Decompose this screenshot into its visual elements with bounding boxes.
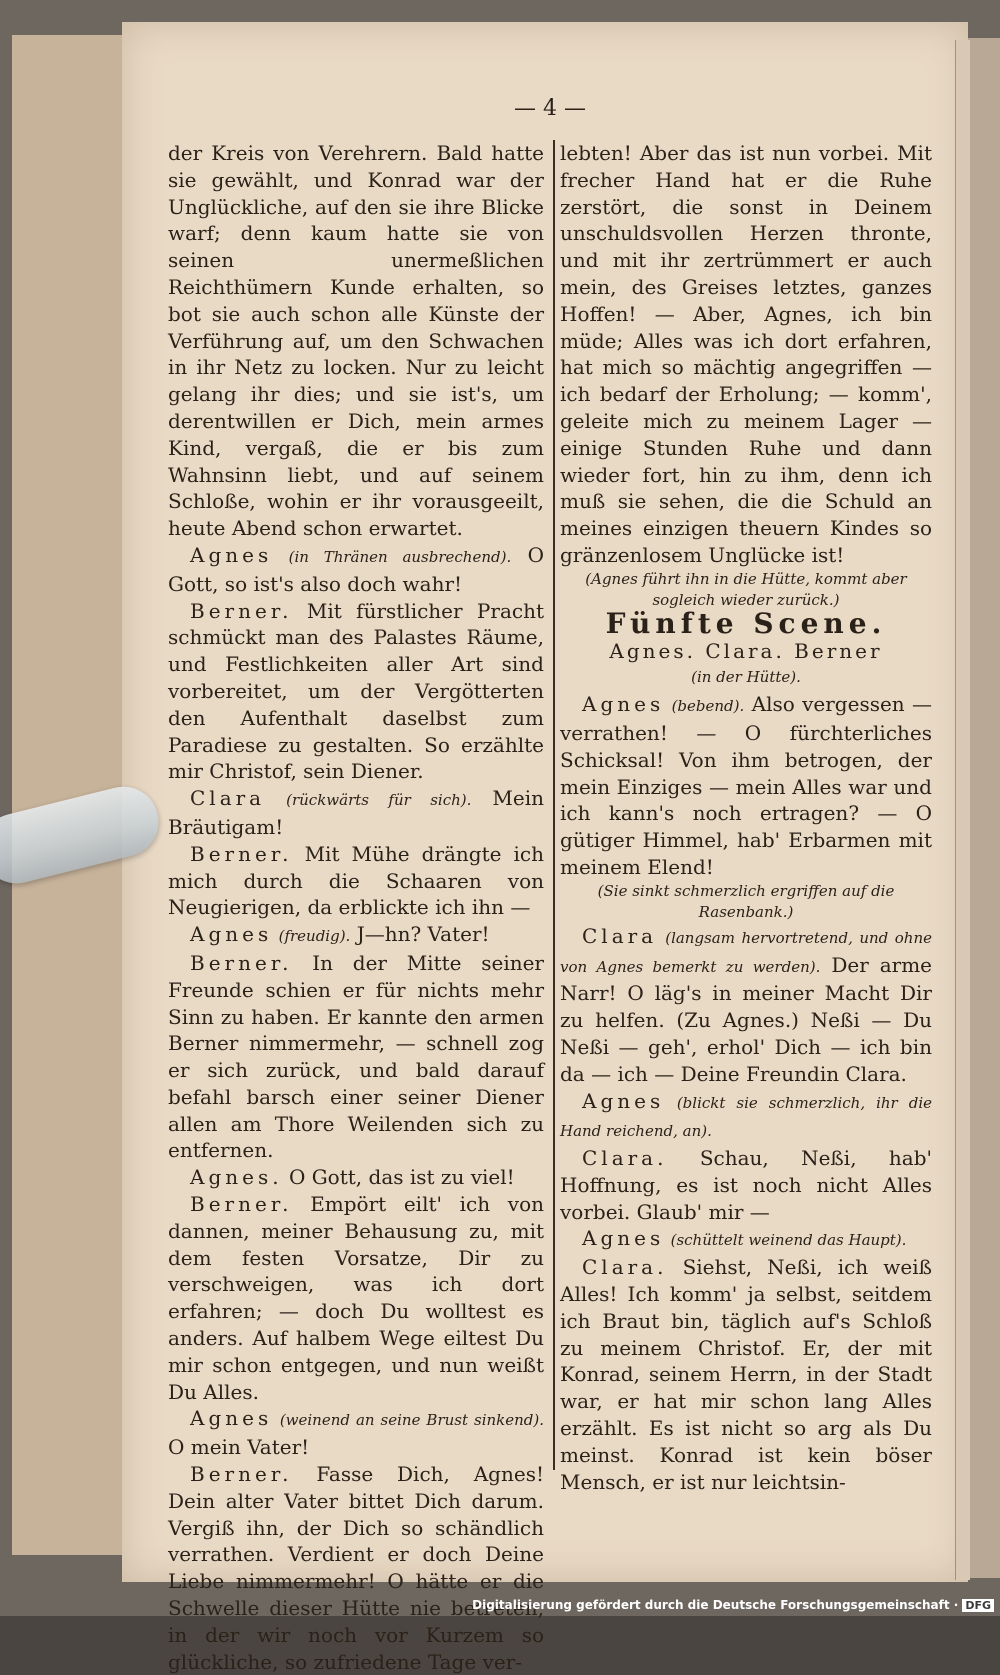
- left-column: [168, 140, 544, 1675]
- speech-text: Mit fürstlicher Pracht schmückt man des Palastes Räume, und Festlichkeiten aller Art sind vorbereitet, um der Vergötterten den Aufenthalt daselbst zum Paradiese zu gestalten. So erzählte mir Christof, sein Diener.: [168, 598, 544, 784]
- speech-paragraph: [168, 1405, 544, 1461]
- stage-direction: (Sie sinkt schmerzlich ergriffen auf die Rasenbank.): [597, 881, 895, 921]
- speech-paragraph: [168, 542, 544, 598]
- speech-paragraph: [560, 1225, 932, 1254]
- footer-text: Digitalisierung gefördert durch die Deutsche Forschungsgemeinschaft ·: [472, 1598, 959, 1612]
- stage-direction-inline: (rückwärts für sich).: [286, 791, 472, 810]
- speech-text: O Gott, das ist zu viel!: [288, 1165, 515, 1190]
- speech-text: In der Mitte seiner Freunde schien er für nichts mehr Sinn zu haben. Er kannte den armen Berner nimmermehr, — schnell zog er sich zurück, und bald darauf befahl barsch einer seiner Diener allen am Thore Weilenden sich zu entfernen.: [168, 950, 544, 1163]
- speaker-name: Clara.: [582, 1255, 668, 1280]
- speaker-name: Agnes: [190, 542, 273, 567]
- speaker-name: Agnes: [582, 1226, 665, 1251]
- prose-text: der Kreis von Verehrern. Bald hatte sie gewählt, und Konrad war der Unglückliche, auf den sie ihre Blicke warf; denn kaum hatte sie von seinen unermeßlichen Reichthümern Kunde erhalten, so bot sie auch schon alle Künste der Verführung auf, um den Schwachen in ihr Netz zu locken. Nur zu leicht gelang ihr dies; und sie ist's, um derentwillen er Dich, mein armes Kind, vergaß, die er bis zum Wahnsinn liebt, und auf seinem Schloße, wohin er ihr vorausgeeilt, heute Abend schon erwartet.: [168, 141, 544, 541]
- speaker-name: Berner.: [190, 841, 293, 866]
- speech-text: Mit Mühe drängte ich mich durch die Schaaren von Neugierigen, da erblickte ich ihn —: [168, 841, 544, 920]
- dfg-logo: DFG: [962, 1599, 994, 1612]
- speaker-name: Berner.: [190, 1462, 293, 1487]
- speech-paragraph: [168, 598, 544, 786]
- scene-cast: Agnes. Clara. Berner: [609, 638, 883, 663]
- stage-direction-inline: (bebend).: [671, 697, 745, 716]
- prose-paragraph: [560, 140, 932, 569]
- speaker-name: Clara: [190, 786, 266, 811]
- speech-text: Der arme Narr! O läg's in meiner Macht Dir zu helfen. (Zu Agnes.) Neßi — Du Neßi — geh', erhol' Dich — ich bin da — ich — Deine Freundin Clara.: [560, 952, 932, 1086]
- speaker-name: Agnes: [190, 1406, 273, 1431]
- speech-paragraph: [168, 921, 544, 950]
- speaker-name: Agnes: [190, 922, 273, 947]
- page-stack-edge: [955, 40, 970, 1580]
- digitization-footer: [472, 1598, 994, 1612]
- speech-text: Schau, Neßi, hab' Hoffnung, es ist noch nicht Alles vorbei. Glaub' mir —: [560, 1146, 932, 1224]
- stage-direction-inline: (in Thränen ausbrechend).: [288, 547, 512, 566]
- speaker-name: Clara: [582, 923, 658, 948]
- scene-setting: (in der Hütte).: [691, 668, 801, 687]
- speech-paragraph: [168, 1191, 544, 1405]
- speech-text: Siehst, Neßi, ich weiß Alles! Ich komm' ja selbst, seitdem ich Braut bin, täglich auf's Schloß zu meinem Christof. Er, der mit Konrad, seinem Herrn, in der Stadt war, er hat mir schon lang Alles erzählt. Es ist nicht so arg als Du meinst. Konrad ist kein böser Mensch, er ist nur leichtsin-: [560, 1255, 932, 1494]
- stage-direction-inline: (weinend an seine Brust sinkend).: [279, 1411, 544, 1430]
- right-column-bottom: [560, 691, 932, 1495]
- right-column: [560, 140, 932, 1495]
- speaker-name: Berner.: [190, 1192, 293, 1217]
- speech-paragraph: [560, 923, 932, 1088]
- stage-direction-inline: (langsam hervortretend, und ohne von Agnes bemerkt zu werden).: [560, 928, 933, 976]
- speech-paragraph: [168, 950, 544, 1164]
- speech-text: J—hn? Vater!: [356, 922, 490, 947]
- column-divider: [553, 140, 555, 1470]
- stage-direction-inline: (schüttelt weinend das Haupt).: [670, 1231, 907, 1250]
- speaker-name: Agnes: [582, 692, 665, 717]
- speaker-name: Agnes: [582, 1088, 665, 1113]
- speech-paragraph: [560, 691, 932, 881]
- speech-paragraph: [168, 1461, 544, 1675]
- stage-direction-inline: (freudig).: [278, 927, 351, 946]
- speech-paragraph: [560, 1145, 932, 1225]
- speech-text: Fasse Dich, Agnes! Dein alter Vater bittet Dich darum. Vergiß ihn, der Dich so schändlich verrathen. Verdient er doch Deine Liebe nimmermehr! O hätte er die Schwelle dieser Hütte nie betreten, in der wir noch vor Kurzem so glückliche, so zufriedene Tage ver-: [168, 1462, 544, 1674]
- right-column-top: [560, 140, 932, 611]
- speech-paragraph: [560, 1088, 932, 1146]
- speech-text: Empört eilt' ich von dannen, meiner Behausung zu, mit dem festen Vorsatze, Dir zu verschweigen, was ich dort erfahren; — doch Du wolltest es anders. Auf halbem Wege eiltest Du mir schon entgegen, und nun weißt Du Alles.: [168, 1192, 544, 1404]
- page-number: — 4 —: [514, 96, 586, 121]
- speaker-name: Berner.: [190, 950, 293, 975]
- speech-text: O mein Vater!: [168, 1435, 310, 1460]
- prose-text: lebten! Aber das ist nun vorbei. Mit frecher Hand hat er die Ruhe zerstört, die sonst in Deinem unschuldsvollen Herzen thronte, und mit ihr zertrümmert er auch mein, des Greises letztes, ganzes Hoffen! — Aber, Agnes, ich bin müde; Alles was ich dort erfahren, hat mich so mächtig angegriffen — ich bedarf der Erholung; — komm', geleite mich zu meinem Lager — einige Stunden Ruhe und dann wieder fort, hin zu ihm, denn ich muß sie sehen, die die Schuld an meines einzigen theuern Kindes so gränzenlosem Unglücke ist!: [560, 141, 932, 567]
- speech-paragraph: [168, 841, 544, 921]
- stage-direction-inline: (blickt sie schmerzlich, ihr die Hand reichend, an).: [560, 1093, 933, 1141]
- speaker-name: Clara.: [582, 1146, 668, 1171]
- scene-heading: Fünfte Scene.: [605, 606, 887, 640]
- speech-text: Mein Bräutigam!: [168, 786, 544, 839]
- speech-paragraph: [560, 1254, 932, 1495]
- speech-text: O Gott, so ist's also doch wahr!: [168, 542, 545, 596]
- speaker-name: Agnes.: [190, 1165, 283, 1190]
- stage-direction: (Agnes führt ihn in die Hütte, kommt aber sogleich wieder zurück.): [585, 569, 907, 609]
- speech-paragraph: [168, 1164, 544, 1191]
- prose-paragraph: [168, 140, 544, 542]
- speech-paragraph: [168, 785, 544, 841]
- speaker-name: Berner.: [190, 598, 293, 623]
- speech-text: Also vergessen — verrathen! — O fürchterliches Schicksal! Von ihm betrogen, der mein Einziges — mein Alles war und ich kann's noch ertragen? — O gütiger Himmel, hab' Erbarmen mit meinem Elend!: [560, 692, 933, 879]
